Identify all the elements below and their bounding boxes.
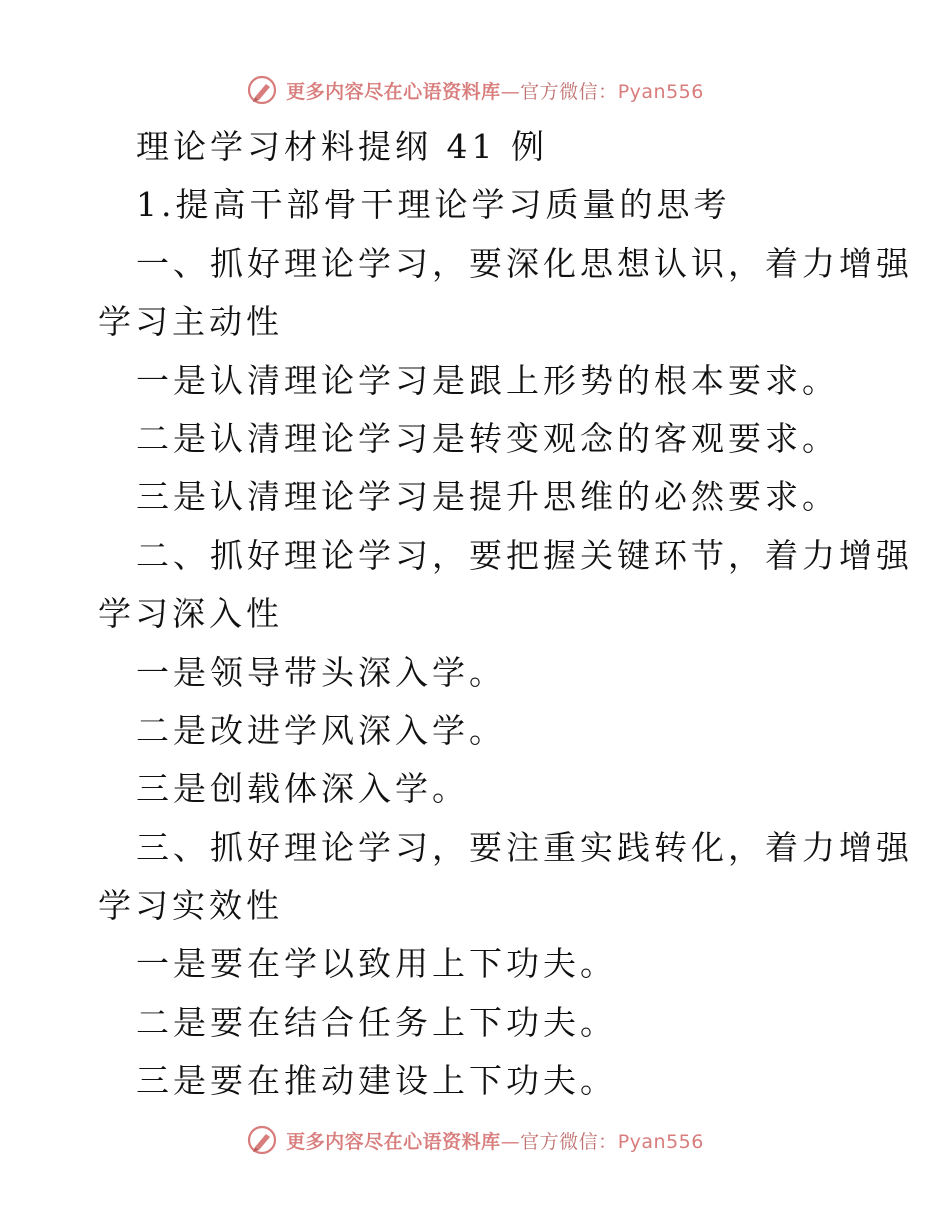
heading-1-line-1: 一、抓好理论学习，要深化思想认识，着力增强 [136, 243, 913, 283]
heading-3-line-1: 三、抓好理论学习，要注重实践转化，着力增强 [136, 827, 913, 867]
heading-2-line-1: 二、抓好理论学习，要把握关键环节，着力增强 [136, 535, 913, 575]
list-item: 二是改进学风深入学。 [136, 710, 506, 750]
list-item: 一是认清理论学习是跟上形势的根本要求。 [136, 360, 839, 400]
watermark-dash: — [500, 80, 521, 103]
list-item: 三是认清理论学习是提升思维的必然要求。 [136, 477, 839, 517]
watermark-main-text: 更多内容尽在心语资料库 [286, 80, 501, 103]
document-title: 理论学习材料提纲 41 例 [136, 127, 548, 166]
list-item: 三是创载体深入学。 [136, 769, 469, 809]
document-body [98, 118, 913, 1111]
pen-logo-icon [246, 1124, 278, 1156]
heading-3-line-2: 学习实效性 [98, 886, 283, 926]
list-item: 二是要在结合任务上下功夫。 [136, 1002, 617, 1042]
watermark-id: Pyan556 [617, 1130, 704, 1153]
list-item: 一是领导带头深入学。 [136, 652, 506, 692]
watermark-main-text: 更多内容尽在心语资料库 [286, 1130, 501, 1153]
watermark-id: Pyan556 [617, 80, 704, 103]
watermark-label: 官方微信： [520, 80, 618, 103]
watermark-label: 官方微信： [520, 1130, 618, 1153]
footer-watermark [0, 1120, 950, 1160]
list-item: 一是要在学以致用上下功夫。 [136, 944, 617, 984]
header-watermark [0, 70, 950, 110]
section-title: 1.提高干部骨干理论学习质量的思考 [136, 185, 731, 225]
list-item: 二是认清理论学习是转变观念的客观要求。 [136, 418, 839, 458]
heading-2-line-2: 学习深入性 [98, 594, 283, 634]
list-item: 三是要在推动建设上下功夫。 [136, 1061, 617, 1101]
watermark-dash: — [500, 1130, 521, 1153]
heading-1-line-2: 学习主动性 [98, 302, 283, 342]
pen-logo-icon [246, 74, 278, 106]
